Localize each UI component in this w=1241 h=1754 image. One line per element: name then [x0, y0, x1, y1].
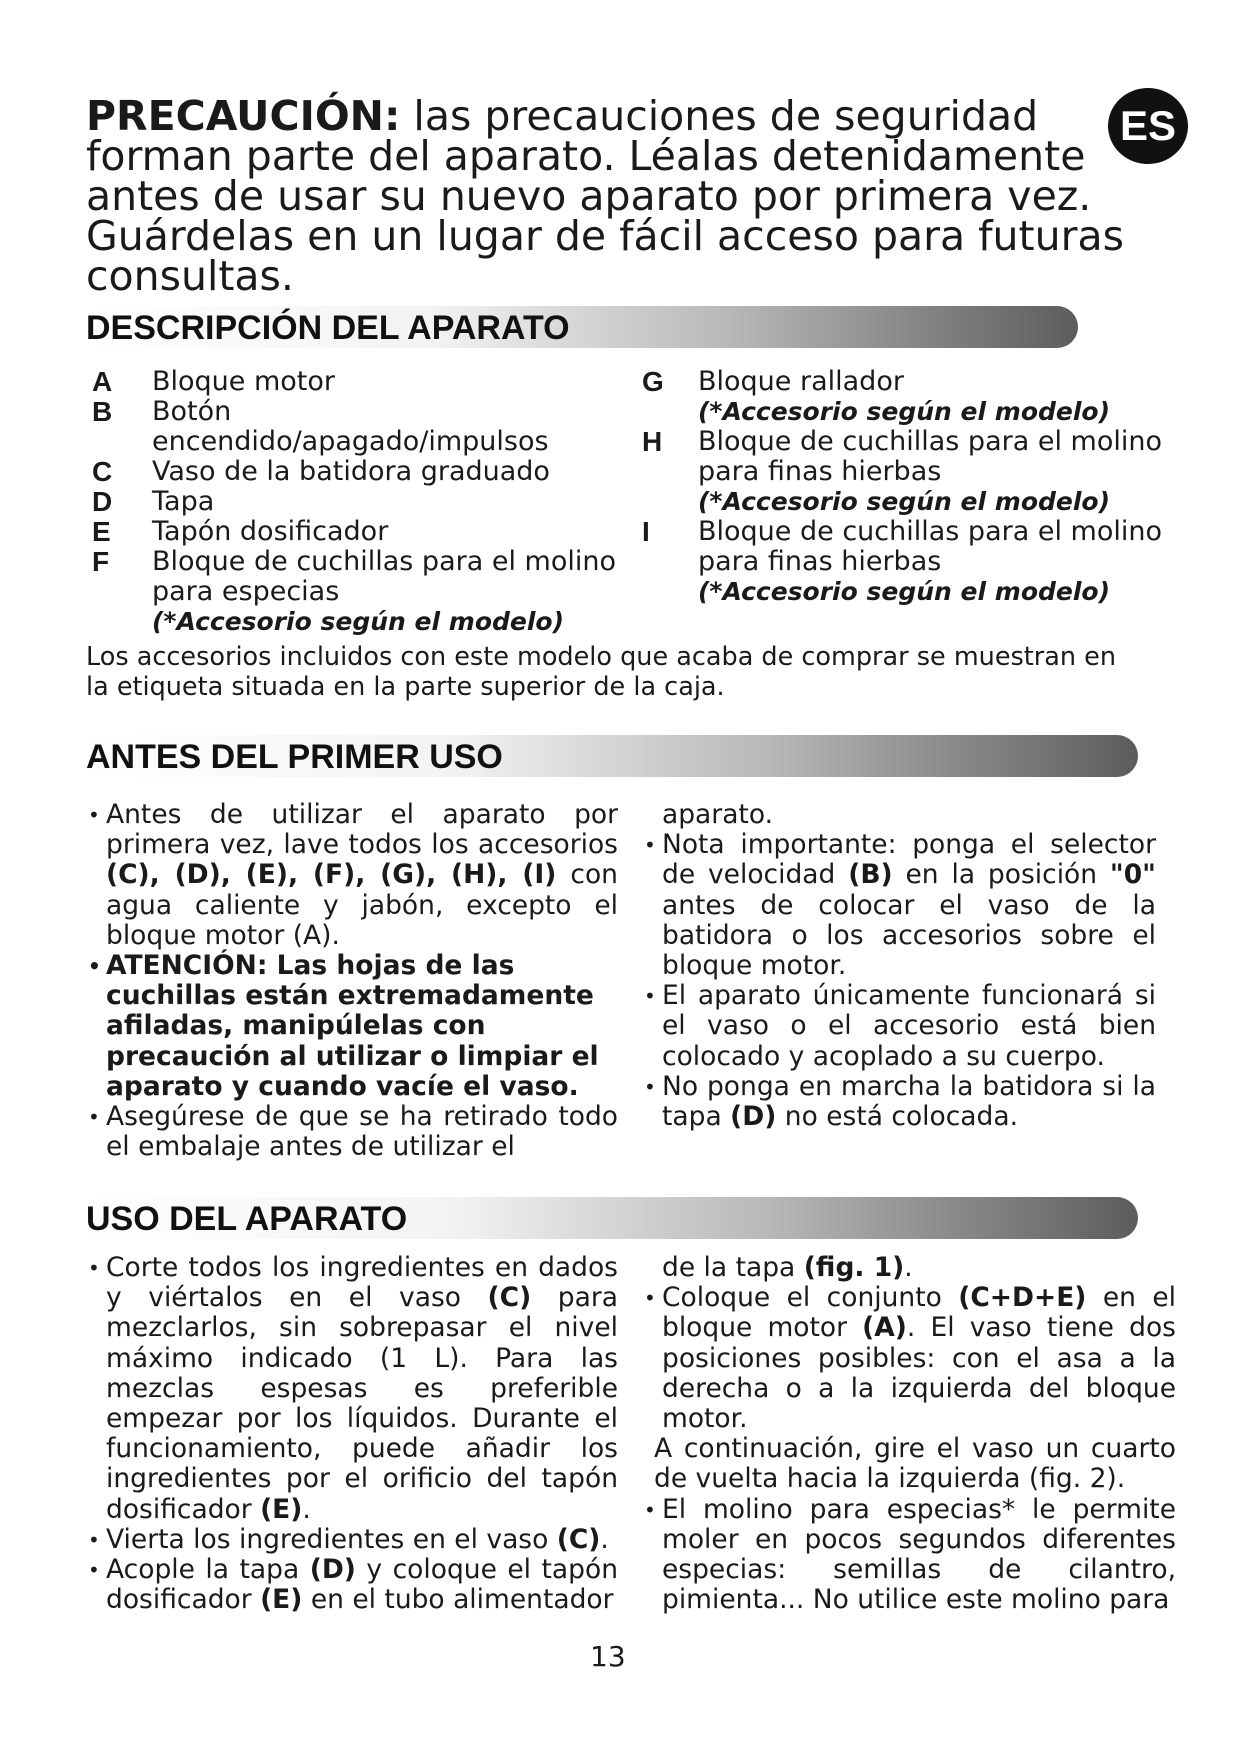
part-item	[642, 517, 1162, 577]
part-ref: (E)	[260, 1493, 303, 1525]
part-note: (*Accesorio según el modelo)	[698, 397, 1111, 426]
list-item	[640, 1283, 1176, 1434]
part-ref: (B)	[848, 859, 893, 891]
part-text: Bloque de cuchillas para el molino para especias	[152, 546, 616, 607]
part-note: (*Accesorio según el modelo)	[152, 607, 565, 636]
item-text: para mezclarlos, sin sobrepasar el nivel máximo indicado (1 L). Para las mezclas espesas es preferible empezar por los líquidos. Durante el funcionamiento, puede añadir los ingredientes por el orificio del tapón dosificador	[106, 1282, 618, 1525]
list-item: • Asegúrese de que se ha retirado todo el embalaje antes de utilizar el	[84, 1102, 618, 1162]
item-text: en la posición	[892, 859, 1110, 891]
part-letter: G	[642, 366, 664, 397]
accessories-note: Los accesorios incluidos con este modelo que acaba de comprar se muestran en la etiqueta situada en la parte superior de la caja.	[86, 642, 1117, 702]
part-ref: (D)	[730, 1101, 777, 1133]
list-item: • El molino para especias* le permite moler en pocos segundos diferentes especias: semillas de cilantro, pimienta... No utilice este molino para	[640, 1495, 1176, 1616]
item-text: Coloque el conjunto	[662, 1282, 959, 1314]
part-text: Bloque motor	[152, 366, 336, 397]
item-text: Nota importante: ponga el selector de velocidad	[662, 829, 1156, 891]
part-item	[642, 427, 1162, 487]
parts-list-left	[92, 367, 632, 637]
part-letter: A	[92, 366, 113, 397]
section-header-before-first-use	[80, 735, 1138, 777]
item-text: con agua caliente y jabón, excepto el bloque motor (A).	[106, 859, 618, 951]
list-item: • El aparato únicamente funcionará si el vaso o el accesorio está bien colocado y acoplado a su cuerpo.	[640, 981, 1156, 1072]
part-letter: F	[92, 546, 110, 577]
use-column-right	[640, 1253, 1176, 1615]
section-header-use	[80, 1197, 1138, 1239]
list-item	[84, 1253, 618, 1525]
use-column-left	[84, 1253, 618, 1615]
warning-item: • ATENCIÓN: Las hojas de las cuchillas están extremadamente afiladas, manipúlelas con precaución al utilizar o limpiar el aparato y cuando vacíe el vaso.	[84, 951, 618, 1102]
section-title-use: USO DEL APARATO	[86, 1200, 408, 1238]
section-title-description: DESCRIPCIÓN DEL APARATO	[86, 309, 570, 347]
page-number: 13	[590, 1640, 626, 1673]
item-text: antes de colocar el vaso de la batidora o los accesorios sobre el bloque motor.	[662, 889, 1156, 982]
part-ref: (C)	[556, 1523, 601, 1555]
list-item	[84, 1555, 618, 1615]
part-letter: C	[92, 456, 113, 487]
part-letter: I	[642, 516, 650, 547]
part-text: Tapón dosificador	[152, 516, 389, 547]
item-text: Acople la tapa	[106, 1554, 310, 1586]
part-letter: B	[92, 396, 113, 427]
precaution-intro	[86, 92, 1126, 300]
item-text: en el bloque motor	[662, 1282, 1176, 1344]
part-ref: (C)	[487, 1282, 532, 1314]
paragraph: A continuación, gire el vaso un cuarto de vuelta hacia la izquierda (fig. 2).	[654, 1433, 1176, 1495]
part-item	[92, 487, 632, 517]
part-letter: E	[92, 516, 111, 547]
part-note: (*Accesorio según el modelo)	[698, 487, 1111, 516]
item-text: Antes de utilizar el aparato por primera vez, lave todos los accesorios	[106, 799, 618, 861]
list-item	[640, 830, 1156, 981]
parts-list-right	[642, 367, 1162, 607]
part-item	[92, 367, 632, 397]
part-ref: (E)	[260, 1584, 303, 1616]
part-item	[92, 517, 632, 547]
item-text: Vierta los ingredientes en el vaso	[106, 1523, 557, 1555]
item-text: no está colocada.	[776, 1101, 1019, 1133]
item-text: No ponga en marcha la batidora si la tapa	[662, 1070, 1156, 1133]
item-text: . El vaso tiene dos posiciones posibles: con el asa a la derecha o a la izquierda del bloque motor.	[662, 1312, 1176, 1435]
list-item	[84, 800, 618, 951]
precaution-label: PRECAUCIÓN:	[86, 92, 401, 140]
before-use-column-right	[640, 800, 1156, 1132]
item-text: Corte todos los ingredientes en dados y viértalos en el vaso	[106, 1252, 618, 1314]
figure-ref: (fig. 1)	[803, 1252, 905, 1283]
part-text: Bloque de cuchillas para el molino para finas hierbas	[698, 516, 1162, 577]
part-item	[92, 547, 632, 607]
item-text: .	[904, 1252, 913, 1283]
part-ref: (D)	[309, 1554, 356, 1586]
part-letter: D	[92, 486, 113, 517]
part-item	[92, 457, 632, 487]
list-item	[84, 1525, 618, 1555]
part-refs: (C), (D), (E), (F), (G), (H), (I)	[106, 859, 557, 891]
language-badge: ES	[1108, 88, 1188, 164]
part-letter: H	[642, 426, 663, 457]
precaution-text: las precauciones de seguridad forman parte del aparato. Léalas detenidamente antes de usar su nuevo aparato por primera vez. Guárdelas en un lugar de fácil acceso para futuras consultas.	[86, 92, 1124, 300]
part-ref: (A)	[862, 1312, 907, 1344]
item-text: .	[600, 1523, 609, 1555]
item-text: .	[302, 1493, 311, 1525]
part-note: (*Accesorio según el modelo)	[698, 577, 1111, 606]
part-item	[642, 367, 1162, 397]
part-text: Tapa	[152, 486, 215, 517]
position-ref: "0"	[1109, 859, 1156, 891]
item-text: y coloque el tapón dosificador	[106, 1554, 618, 1616]
part-text: Vaso de la batidora graduado	[152, 456, 550, 487]
part-text: Bloque rallador	[698, 366, 904, 397]
before-use-column-left	[84, 800, 618, 1162]
section-title-before-first-use: ANTES DEL PRIMER USO	[86, 738, 503, 776]
part-ref: (C+D+E)	[958, 1282, 1087, 1314]
part-text: Bloque de cuchillas para el molino para finas hierbas	[698, 426, 1162, 487]
list-item	[640, 1072, 1156, 1132]
item-text: de la tapa	[662, 1252, 804, 1283]
continued-text: aparato.	[662, 799, 773, 830]
section-header-description	[80, 306, 1078, 348]
item-text: en el tubo alimentador	[302, 1584, 614, 1616]
continued-text	[640, 1253, 1176, 1283]
part-item	[92, 397, 632, 457]
part-text: Botón encendido/apagado/impulsos	[152, 396, 549, 457]
